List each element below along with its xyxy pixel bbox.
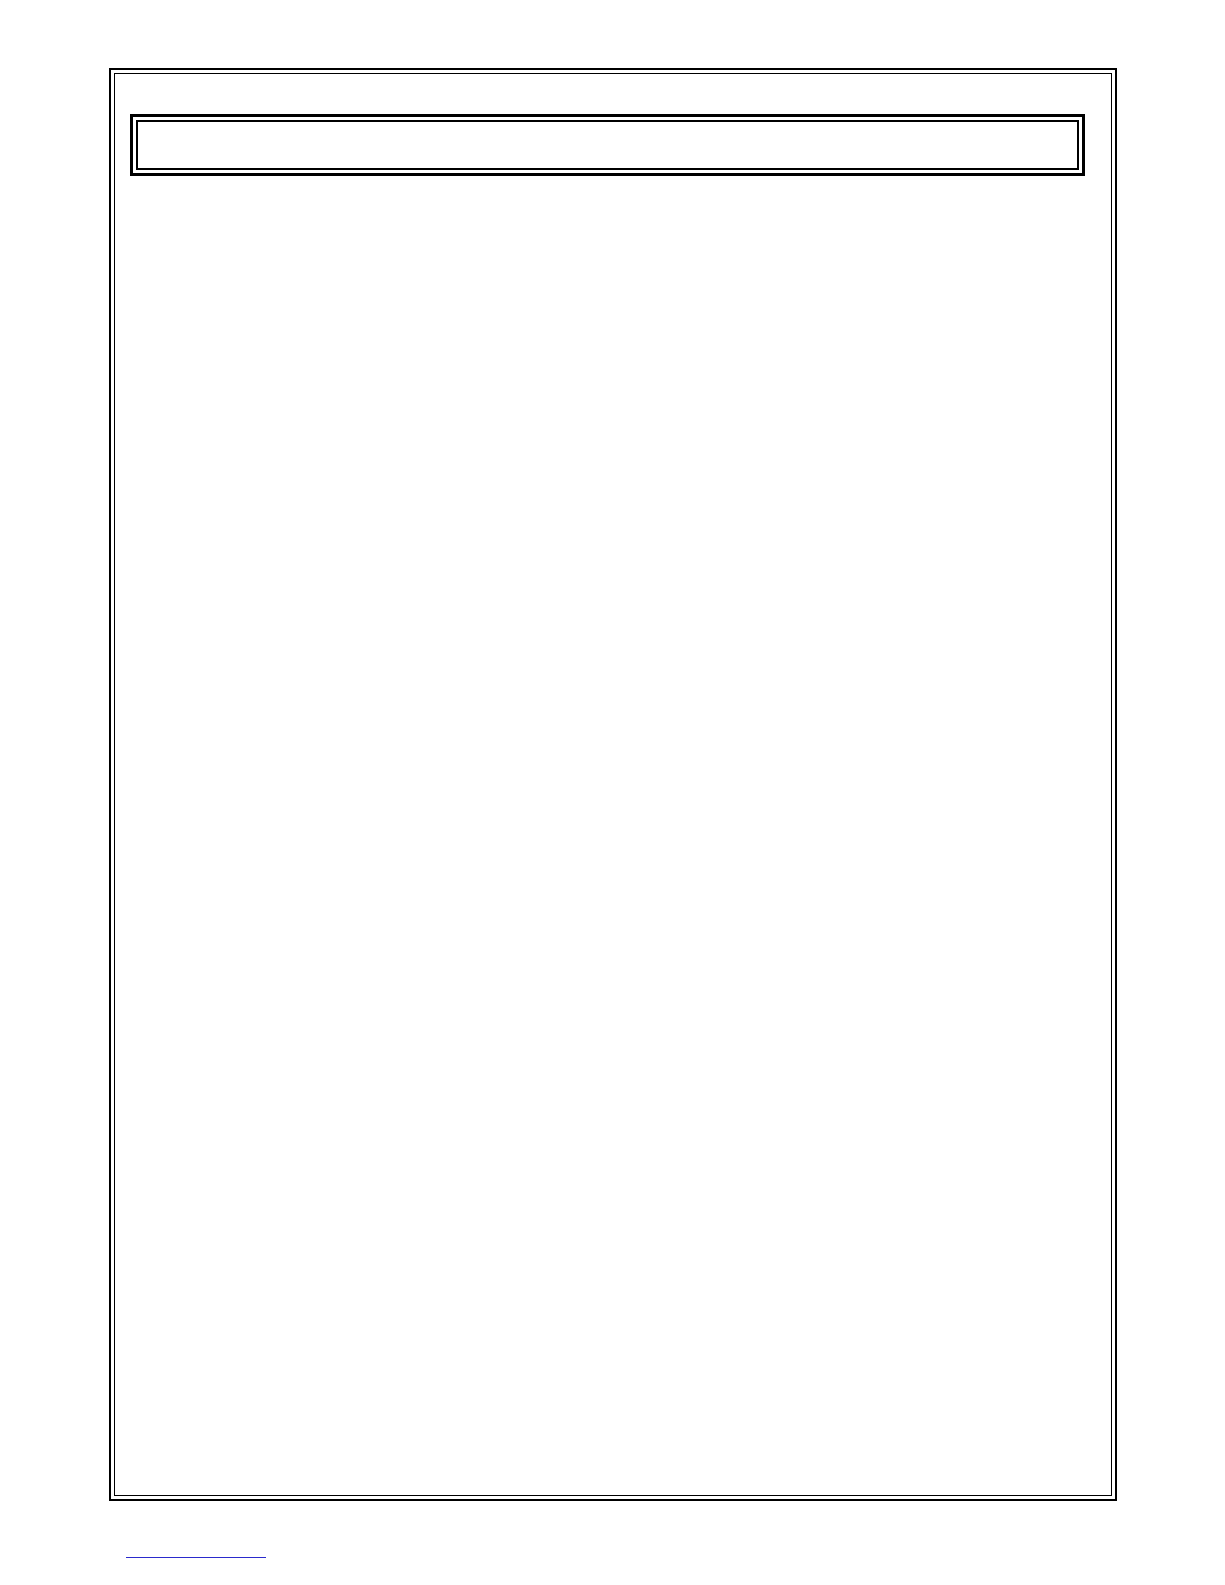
footer-link-underline[interactable]	[126, 1557, 266, 1558]
